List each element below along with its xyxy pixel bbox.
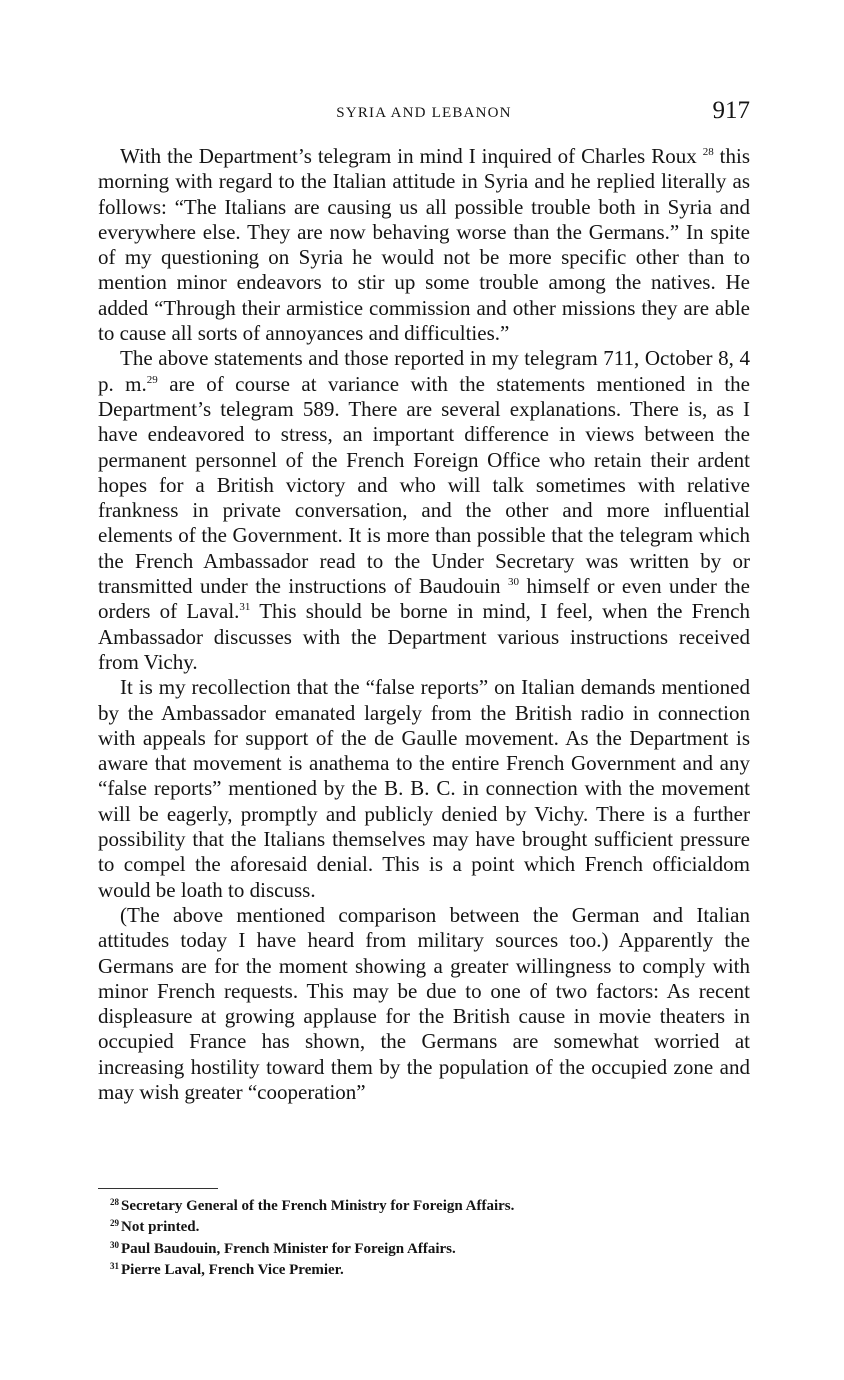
footnote-reference: 30 xyxy=(508,576,519,589)
footnote-reference: 31 xyxy=(239,601,251,614)
paragraph xyxy=(98,346,750,675)
footnote-reference: 28 xyxy=(702,146,714,158)
footnote-text: Paul Baudouin, French Minister for Foreign Affairs. xyxy=(121,1240,456,1257)
footnote-mark: 30 xyxy=(110,1239,119,1250)
paragraph xyxy=(98,675,750,903)
footnote-mark: 29 xyxy=(110,1218,119,1229)
paragraph-text: this morning with regard to the Italian attitude in Syria and he replied literally as follows: “The Italians are causing us all possible trouble both in Syria and everywhere else. They are now behaving worse than the Germans.” In spite of my questioning on Syria he would not be more specific other than to mention minor endeavors to stir up some trouble among the natives. He added “Through their armistice commission and other missions they are able to cause all sorts of annoyances and difficulties.” xyxy=(98,144,750,346)
footnote xyxy=(110,1237,730,1258)
footnotes xyxy=(110,1194,730,1280)
paragraph-text: (The above mentioned comparison between the German and Italian attitudes today I have heard from military sources too.) Apparently the Germans are for the moment showing a greater willingness to comply with minor French requests. This may be due to one of two factors: As recent displeasure at growing applause for the British cause in movie theaters in occupied France has shown, the Germans are somewhat worried at increasing hostility toward them by the population of the occupied zone and may wish greater “cooperation” xyxy=(98,902,750,1104)
page-number: 917 xyxy=(712,97,750,124)
paragraph xyxy=(98,144,750,346)
body-text xyxy=(98,144,750,1105)
paragraph-text: With the Department’s telegram in mind I inquired of Charles Roux xyxy=(120,144,703,168)
paragraph-text: himself or even under the orders of Laval. xyxy=(98,574,751,624)
footnote xyxy=(110,1258,730,1279)
footnote-reference: 29 xyxy=(146,373,158,386)
paragraph-text: It is my recollection that the “false reports” on Italian demands mentioned by the Ambassador emanated largely from the British radio in connection with appeals for support of the de Gaulle movement. As the Department is aware that movement is anathema to the entire French Government and any “false reports” mentioned by the B. B. C. in connection with the movement will be eagerly, promptly and publicly denied by Vichy. There is a further possibility that the Italians themselves may have brought sufficient pressure to compel the aforesaid denial. This is a point which French officialdom would be loath to discuss. xyxy=(98,675,750,902)
footnote-mark: 31 xyxy=(110,1261,119,1272)
footnote xyxy=(110,1194,730,1215)
footnote xyxy=(110,1215,730,1236)
footnote-rule xyxy=(98,1188,218,1189)
paragraph xyxy=(98,903,750,1105)
footnote-mark: 28 xyxy=(110,1197,119,1207)
paragraph-text: This should be borne in mind, I feel, when the French Ambassador discusses with the Department various instructions received from Vichy. xyxy=(98,599,750,674)
footnote-text: Secretary General of the French Ministry for Foreign Affairs. xyxy=(121,1198,515,1214)
footnote-text: Pierre Laval, French Vice Premier. xyxy=(121,1262,344,1279)
page-header xyxy=(98,99,750,133)
running-title: SYRIA AND LEBANON xyxy=(336,105,512,121)
paragraph-text: are of course at variance with the statements mentioned in the Department’s telegram 589. There are several explanations. There is, as I have endeavored to stress, an important difference in views between the permanent personnel of the French Foreign Office who retain their ardent hopes for a British victory and who will talk sometimes with relative frankness in private conversation, and the other and more influential elements of the Government. It is more than possible that the telegram which the French Ambassador read to the Under Secretary was written by or transmitted under the instructions of Baudouin xyxy=(98,371,750,599)
footnote-text: Not printed. xyxy=(121,1219,200,1236)
paragraph-text: The above statements and those reported in my telegram 711, October 8, 4 p. m. xyxy=(98,346,750,396)
